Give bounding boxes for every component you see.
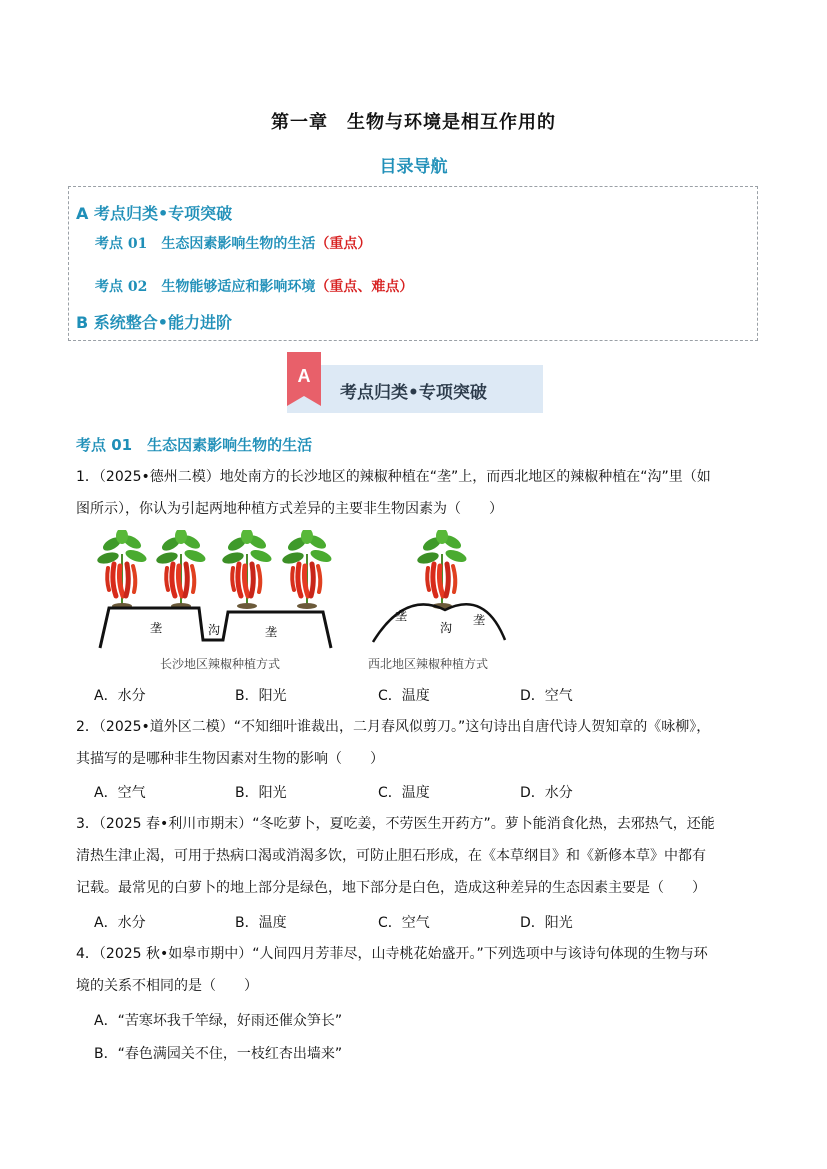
- toc-item-2-tag: （重点、难点）: [315, 279, 414, 295]
- q2-option-b: B．阳光: [235, 785, 287, 801]
- ditch-outline: [373, 604, 505, 642]
- toc-section-b-link[interactable]: B 系统整合•能力进阶: [76, 313, 232, 332]
- ridge-label-3: 垄: [395, 609, 408, 623]
- section-heading: 考点 01 生态因素影响生物的生活: [76, 436, 313, 454]
- figure-caption-left: 长沙地区辣椒种植方式: [160, 657, 281, 671]
- q1-option-c: C．温度: [378, 688, 430, 704]
- toc-section-a-link[interactable]: A 考点归类•专项突破: [76, 204, 233, 223]
- q3-option-c: C．空气: [378, 915, 430, 931]
- q3-option-a: A．水分: [94, 915, 146, 931]
- q1-line-2: 图所示），你认为引起两地种植方式差异的主要非生物因素为（ ）: [76, 501, 503, 517]
- q2-line-2: 其描写的是哪种非生物因素对生物的影响（ ）: [76, 751, 384, 767]
- q2-option-c: C．温度: [378, 785, 430, 801]
- q4-line-1: 4．（2025 秋•如皋市期中）“人间四月芳菲尽，山寺桃花始盛开。”下列选项中与该诗句体现的生物与环: [76, 946, 708, 962]
- q2-option-d: D．水分: [520, 785, 573, 801]
- ridge-label-2: 垄: [265, 625, 278, 639]
- ridge-label-1: 垄: [150, 621, 163, 635]
- q2-line-1: 2．（2025•道外区二模）“不知细叶谁裁出，二月春风似剪刀。”这句诗出自唐代诗人贺知章的《咏柳》，: [76, 719, 711, 735]
- banner-title: 考点归类•专项突破: [340, 383, 487, 403]
- q1-option-b: B．阳光: [235, 688, 287, 704]
- q4-option-b: B．“春色满园关不住，一枝红杏出墙来”: [94, 1046, 343, 1062]
- chapter-title: 第一章 生物与环境是相互作用的: [271, 112, 556, 133]
- q1-line-1: 1．（2025•德州二模）地处南方的长沙地区的辣椒种植在“垄”上，而西北地区的辣椒种植在“沟”里（如: [76, 469, 711, 485]
- q3-option-d: D．阳光: [520, 915, 573, 931]
- ridge-label-4: 垄: [473, 613, 486, 627]
- ditch-label-2: 沟: [440, 621, 453, 635]
- bookmark-badge-icon: [287, 352, 321, 406]
- q3-line-3: 记载。最常见的白萝卜的地上部分是绿色，地下部分是白色，造成这种差异的生态因素主要是（ ）: [76, 880, 706, 896]
- figure-caption-right: 西北地区辣椒种植方式: [368, 657, 489, 671]
- toc-item-1-label: 考点 01 生态因素影响生物的生活: [95, 236, 316, 252]
- q3-line-1: 3．（2025 春•利川市期末）“冬吃萝卜，夏吃姜，不劳医生开药方”。萝卜能消食化热，去邪热气，还能: [76, 816, 715, 832]
- toc-title: 目录导航: [379, 157, 448, 177]
- q4-option-a: A．“苦寒坏我千竿绿，好雨还催众笋长”: [94, 1013, 343, 1029]
- q2-option-a: A．空气: [94, 785, 146, 801]
- q1-option-d: D．空气: [520, 688, 573, 704]
- toc-item-1-tag: （重点）: [315, 236, 372, 252]
- q3-option-b: B．温度: [235, 915, 287, 931]
- ditch-label-1: 沟: [208, 623, 221, 637]
- badge-letter: A: [297, 366, 311, 386]
- toc-item-2-label: 考点 02 生物能够适应和影响环境: [95, 279, 316, 295]
- q3-line-2: 清热生津止渴，可用于热病口渴或消渴多饮，可防止胆石形成，在《本草纲目》和《新修本草》中都有: [76, 848, 706, 864]
- toc-item-1[interactable]: [95, 233, 371, 253]
- q1-option-a: A．水分: [94, 688, 146, 704]
- toc-item-2[interactable]: [95, 276, 413, 296]
- q4-line-2: 境的关系不相同的是（ ）: [76, 978, 258, 994]
